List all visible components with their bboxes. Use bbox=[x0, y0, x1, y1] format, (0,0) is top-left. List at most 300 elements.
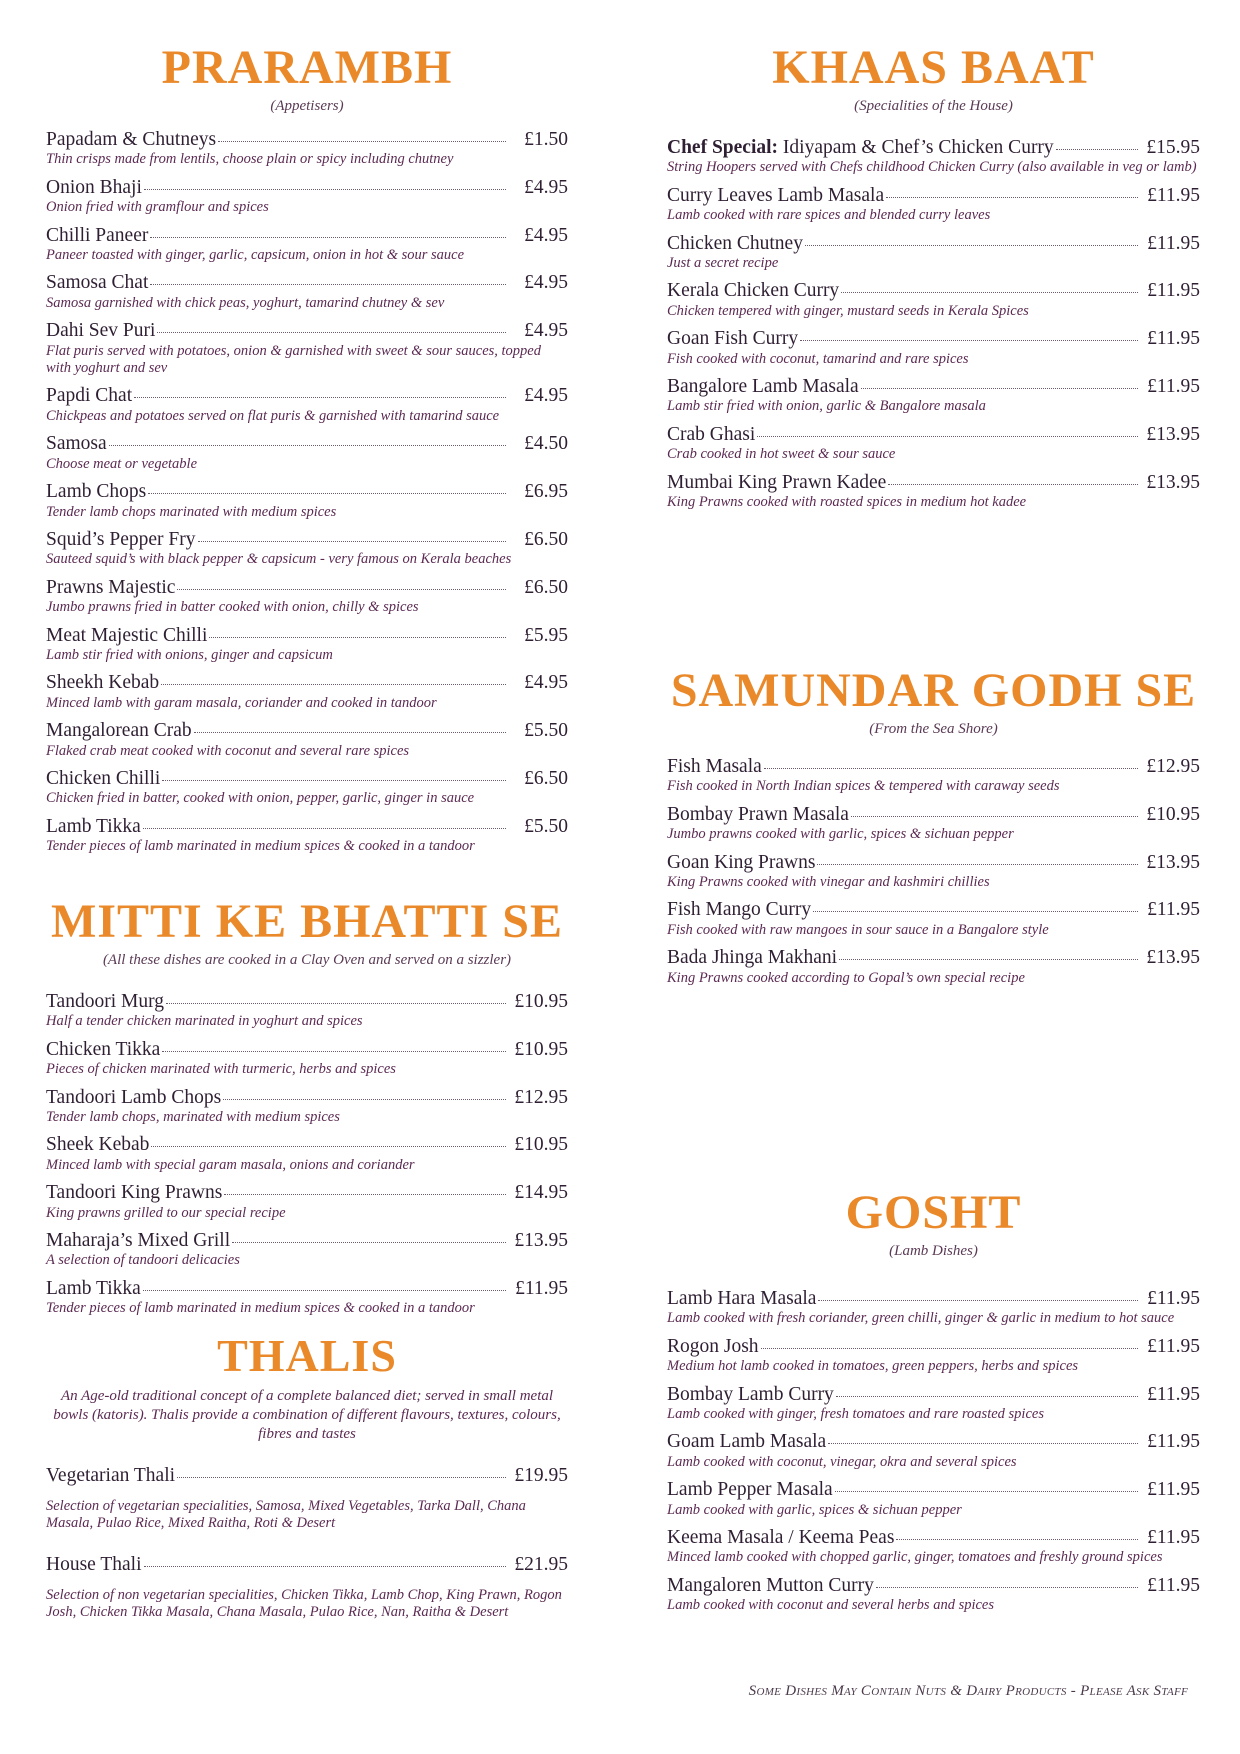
dish-name-text: Bombay Lamb Curry bbox=[667, 1383, 834, 1405]
dish-price: £11.95 bbox=[1147, 376, 1200, 398]
dish-description: Samosa garnished with chick peas, yoghurt, tamarind chutney & sev bbox=[46, 294, 445, 311]
section-title: SAMUNDAR GODH SE bbox=[670, 664, 1197, 717]
menu-item-row bbox=[46, 177, 568, 199]
menu-item-row bbox=[46, 529, 568, 551]
dish-price: £4.95 bbox=[524, 272, 568, 294]
dish-price: £12.95 bbox=[1146, 756, 1200, 777]
dish-price: £6.50 bbox=[524, 767, 568, 789]
dish-description: String Hoopers served with Chefs childhood Chicken Curry (also available in veg or lamb) bbox=[667, 159, 1197, 176]
dish-name bbox=[667, 899, 811, 921]
dot-leader bbox=[886, 196, 1138, 198]
dish-name-text: Keema Masala / Keema Peas bbox=[667, 1527, 895, 1549]
menu-item bbox=[46, 816, 568, 856]
dish-description: Medium hot lamb cooked in tomatoes, green peppers, herbs and spices bbox=[667, 1358, 1079, 1375]
dish-name bbox=[667, 804, 849, 826]
dot-leader bbox=[157, 331, 506, 333]
menu-list bbox=[46, 991, 568, 1318]
dot-leader bbox=[876, 1586, 1138, 1588]
dot-leader bbox=[896, 1538, 1138, 1540]
dish-name bbox=[667, 1479, 833, 1501]
dot-leader bbox=[851, 815, 1138, 817]
menu-item-row bbox=[667, 233, 1200, 255]
dish-name-text: Mangalorean Crab bbox=[46, 720, 192, 742]
dot-leader bbox=[166, 1002, 506, 1004]
menu-item-row bbox=[667, 1431, 1200, 1453]
dot-leader bbox=[198, 540, 506, 542]
khaas-section bbox=[667, 41, 1200, 520]
dish-name bbox=[46, 577, 175, 599]
dish-name bbox=[46, 768, 160, 790]
dish-price: £11.95 bbox=[1147, 184, 1200, 206]
menu-item bbox=[667, 233, 1200, 273]
menu-item-row bbox=[46, 1278, 568, 1300]
dish-name-text: Lamb Chops bbox=[46, 481, 147, 503]
dish-name-text: Chicken Tikka bbox=[46, 1038, 161, 1060]
menu-item bbox=[667, 1336, 1200, 1376]
dish-name-text: Chilli Paneer bbox=[46, 224, 149, 246]
menu-item bbox=[46, 991, 568, 1031]
dish-name-text: Curry Leaves Lamb Masala bbox=[667, 184, 885, 206]
dish-description: Chicken fried in batter, cooked with onion, pepper, garlic, ginger in sauce bbox=[46, 790, 475, 807]
dish-price: £4.95 bbox=[524, 176, 568, 198]
section-title: MITTI KE BHATTI SE bbox=[51, 895, 563, 948]
dot-leader bbox=[218, 140, 506, 142]
dot-leader bbox=[805, 244, 1138, 246]
menu-item-row bbox=[46, 225, 568, 247]
dish-description: King Prawns cooked with roasted spices in medium hot kadee bbox=[667, 494, 1027, 511]
dish-description: Tender lamb chops, marinated with medium spices bbox=[46, 1109, 340, 1126]
menu-item-row bbox=[667, 472, 1200, 494]
dish-price: £4.95 bbox=[524, 224, 568, 246]
dish-price: £11.95 bbox=[1147, 899, 1200, 921]
dish-price: £6.50 bbox=[524, 576, 568, 598]
dish-name-text: Papadam & Chutneys bbox=[46, 129, 217, 150]
menu-item-row bbox=[667, 280, 1200, 302]
dish-price: £10.95 bbox=[1146, 803, 1200, 825]
menu-item bbox=[46, 672, 568, 712]
dish-name-text: Papdi Chat bbox=[46, 385, 133, 407]
dish-description: Lamb cooked with ginger, fresh tomatoes and rare roasted spices bbox=[667, 1406, 1044, 1423]
dish-description: Jumbo prawns fried in batter cooked with onion, chilly & spices bbox=[46, 599, 419, 616]
dish-description: King Prawns cooked with vinegar and kashmiri chillies bbox=[667, 874, 990, 891]
menu-list bbox=[667, 1288, 1200, 1615]
dot-leader bbox=[161, 683, 506, 685]
dish-name-text: Kerala Chicken Curry bbox=[667, 280, 840, 302]
dish-description: Tender lamb chops marinated with medium spices bbox=[46, 503, 337, 520]
dish-name bbox=[46, 177, 142, 199]
dish-name bbox=[46, 1134, 149, 1156]
menu-list bbox=[667, 137, 1200, 512]
dish-description: Choose meat or vegetable bbox=[46, 455, 198, 472]
dish-description: Selection of vegetarian specialities, Samosa, Mixed Vegetables, Tarka Dall, Chana Masala, Pulao Rice, Mixed Raitha, Roti & Desert bbox=[46, 1497, 526, 1532]
menu-item bbox=[667, 424, 1200, 464]
menu-item-row bbox=[46, 672, 568, 694]
dish-description: Fish cooked with raw mangoes in sour sauce in a Bangalore style bbox=[667, 921, 1049, 938]
dish-name-text: Bangalore Lamb Masala bbox=[667, 376, 859, 398]
dish-name bbox=[667, 947, 837, 969]
dish-name bbox=[667, 233, 803, 255]
dish-name-text: Mangaloren Mutton Curry bbox=[667, 1574, 874, 1596]
menu-item-row bbox=[667, 852, 1200, 874]
dot-leader bbox=[134, 396, 506, 398]
menu-item bbox=[46, 481, 568, 521]
section-subtitle: (Specialities of the House) bbox=[854, 98, 1013, 114]
dot-leader bbox=[150, 283, 506, 285]
menu-item bbox=[46, 1039, 568, 1079]
dish-price: £5.95 bbox=[524, 624, 568, 646]
gosht-section bbox=[667, 1186, 1200, 1623]
menu-item-row bbox=[46, 385, 568, 407]
menu-item bbox=[667, 472, 1200, 512]
dish-name-text: Vegetarian Thali bbox=[46, 1465, 176, 1487]
dish-price: £11.95 bbox=[1147, 232, 1200, 254]
section-title: THALIS bbox=[217, 1330, 397, 1381]
menu-item bbox=[46, 1465, 568, 1532]
dot-leader bbox=[839, 958, 1138, 960]
section-title: KHAAS BAAT bbox=[772, 41, 1095, 94]
dish-name bbox=[667, 1384, 834, 1406]
section-title: PRARAMBH bbox=[161, 41, 453, 94]
menu-item-row bbox=[667, 328, 1200, 350]
dish-price: £1.50 bbox=[524, 129, 568, 150]
menu-item bbox=[46, 1087, 568, 1127]
dish-price: £13.95 bbox=[514, 1230, 568, 1252]
menu-item-row bbox=[46, 320, 568, 342]
menu-item bbox=[667, 899, 1200, 939]
dish-name-text: Onion Bhaji bbox=[46, 176, 142, 198]
dish-description: Lamb cooked with garlic, spices & sichuan pepper bbox=[667, 1501, 962, 1518]
dish-name-text: Prawns Majestic bbox=[46, 576, 176, 598]
dish-name bbox=[667, 424, 755, 446]
menu-item bbox=[46, 225, 568, 265]
thalis-section bbox=[46, 1330, 568, 1630]
dot-leader bbox=[162, 1050, 506, 1052]
dot-leader bbox=[835, 1490, 1138, 1492]
dot-leader bbox=[209, 636, 506, 638]
dish-name-text: Rogon Josh bbox=[667, 1335, 759, 1357]
dish-name bbox=[46, 433, 107, 455]
dot-leader bbox=[888, 483, 1138, 485]
menu-item-row bbox=[667, 185, 1200, 207]
menu-item-row bbox=[667, 947, 1200, 969]
dish-name-text: Goan King Prawns bbox=[667, 851, 816, 873]
dish-price: £13.95 bbox=[1146, 471, 1200, 493]
menu-item bbox=[667, 804, 1200, 844]
menu-list bbox=[667, 756, 1200, 987]
section-subtitle: (From the Sea Shore) bbox=[869, 721, 998, 737]
dot-leader bbox=[177, 588, 506, 590]
dot-leader bbox=[144, 1565, 506, 1567]
dish-name-text: Bada Jhinga Makhani bbox=[667, 947, 838, 969]
dot-leader bbox=[177, 1476, 506, 1478]
dish-price: £14.95 bbox=[514, 1182, 568, 1204]
dish-name bbox=[46, 529, 196, 551]
menu-item-row bbox=[667, 1384, 1200, 1406]
dish-price: £4.95 bbox=[524, 320, 568, 342]
dish-price: £11.95 bbox=[515, 1277, 568, 1299]
dish-name-text: Tandoori Lamb Chops bbox=[46, 1086, 222, 1108]
dish-name-text: Mumbai King Prawn Kadee bbox=[667, 471, 887, 493]
dot-leader bbox=[143, 1289, 506, 1291]
dish-name bbox=[667, 1431, 826, 1453]
dot-leader bbox=[148, 492, 506, 494]
menu-item-row bbox=[46, 1230, 568, 1252]
menu-item bbox=[46, 177, 568, 217]
dish-description: A selection of tandoori delicacies bbox=[46, 1252, 240, 1269]
menu-item-row bbox=[667, 1479, 1200, 1501]
dish-name bbox=[46, 225, 148, 247]
dish-price: £11.95 bbox=[1147, 328, 1200, 350]
dish-name-text: Chicken Chilli bbox=[46, 767, 161, 789]
dish-name-text: Lamb Pepper Masala bbox=[667, 1479, 833, 1501]
menu-item bbox=[667, 1288, 1200, 1328]
dish-price: £11.95 bbox=[1147, 1431, 1200, 1453]
menu-item-row bbox=[46, 991, 568, 1013]
dish-name bbox=[667, 472, 886, 494]
menu-item-row bbox=[667, 1288, 1200, 1310]
menu-list bbox=[46, 1465, 568, 1621]
menu-list bbox=[46, 129, 568, 856]
menu-item bbox=[46, 1134, 568, 1174]
dish-price: £11.95 bbox=[1147, 1288, 1200, 1309]
dot-leader bbox=[1056, 148, 1138, 150]
dish-name-text: Samosa Chat bbox=[46, 272, 149, 294]
menu-item-row bbox=[667, 1575, 1200, 1597]
menu-item bbox=[667, 1384, 1200, 1424]
dish-price: £11.95 bbox=[1147, 1479, 1200, 1501]
dish-name bbox=[46, 481, 146, 503]
dish-name bbox=[667, 1527, 894, 1549]
dish-price: £11.95 bbox=[1147, 1527, 1200, 1549]
dish-description: Tender pieces of lamb marinated in medium spices & cooked in a tandoor bbox=[46, 838, 475, 855]
dish-price: £6.95 bbox=[524, 481, 568, 503]
dot-leader bbox=[813, 910, 1138, 912]
menu-item bbox=[46, 1278, 568, 1318]
dot-leader bbox=[836, 1395, 1138, 1397]
dish-name bbox=[46, 385, 132, 407]
dot-leader bbox=[818, 1299, 1138, 1301]
dish-description: Fish cooked with coconut, tamarind and rare spices bbox=[667, 350, 969, 367]
dish-price: £11.95 bbox=[1147, 1383, 1200, 1405]
dish-description: Minced lamb cooked with chopped garlic, ginger, tomatoes and freshly ground spices bbox=[667, 1549, 1163, 1566]
dish-price: £21.95 bbox=[514, 1554, 568, 1576]
dish-price: £11.95 bbox=[1147, 280, 1200, 302]
dish-price: £19.95 bbox=[514, 1465, 568, 1487]
dish-description: Lamb stir fried with onions, ginger and capsicum bbox=[46, 646, 333, 663]
menu-item-row bbox=[46, 1182, 568, 1204]
dish-price: £10.95 bbox=[514, 1134, 568, 1156]
dish-name bbox=[46, 991, 164, 1013]
prarambh-section bbox=[46, 41, 568, 864]
menu-item bbox=[46, 720, 568, 760]
dish-name bbox=[667, 1336, 759, 1358]
dish-description: Minced lamb with special garam masala, onions and coriander bbox=[46, 1156, 415, 1173]
dot-leader bbox=[764, 767, 1138, 769]
dot-leader bbox=[144, 188, 506, 190]
dish-name-text: Lamb Tikka bbox=[46, 1277, 141, 1299]
dish-price: £4.95 bbox=[524, 672, 568, 694]
menu-item-row bbox=[667, 137, 1200, 159]
dish-name bbox=[667, 137, 1054, 159]
chef-special-label: Chef Special: bbox=[667, 137, 779, 158]
menu-item bbox=[667, 852, 1200, 892]
dish-description: Lamb cooked with coconut and several herbs and spices bbox=[667, 1597, 995, 1614]
dot-leader bbox=[151, 1145, 506, 1147]
dish-name-text: House Thali bbox=[46, 1554, 142, 1576]
dish-description: Onion fried with gramflour and spices bbox=[46, 199, 269, 216]
dish-description: Flaked crab meat cooked with coconut and several rare spices bbox=[46, 742, 410, 759]
menu-item bbox=[46, 1554, 568, 1621]
menu-item-row bbox=[46, 1465, 568, 1487]
dish-description: Selection of non vegetarian specialities, Chicken Tikka, Lamb Chop, King Prawn, Rogon Josh, Chicken Tikka Masala, Chana Masala, Pulao Rice, Nan, Raitha & Desert bbox=[46, 1586, 562, 1621]
dish-name-text: Squid’s Pepper Fry bbox=[46, 528, 196, 550]
menu-item-row bbox=[667, 424, 1200, 446]
dish-name-text: Sheek Kebab bbox=[46, 1134, 150, 1156]
menu-item-row bbox=[46, 481, 568, 503]
menu-item bbox=[46, 129, 568, 169]
menu-item bbox=[667, 756, 1200, 796]
section-subtitle: (Appetisers) bbox=[270, 98, 344, 114]
dish-name bbox=[46, 1465, 175, 1487]
dish-name-text: Sheekh Kebab bbox=[46, 672, 160, 694]
menu-item-row bbox=[46, 625, 568, 647]
menu-item bbox=[667, 1431, 1200, 1471]
dish-description: Thin crisps made from lentils, choose plain or spicy including chutney bbox=[46, 151, 454, 168]
dish-description: Lamb cooked with fresh coriander, green chilli, ginger & garlic in medium to hot sauce bbox=[667, 1310, 1175, 1327]
dish-name bbox=[667, 185, 884, 207]
dish-price: £11.95 bbox=[1147, 1335, 1200, 1357]
dish-name bbox=[46, 1554, 142, 1576]
dish-name bbox=[667, 328, 798, 350]
menu-item bbox=[667, 185, 1200, 225]
dish-name-text: Tandoori King Prawns bbox=[46, 1182, 223, 1204]
dish-description: Minced lamb with garam masala, coriander and cooked in tandoor bbox=[46, 694, 437, 711]
menu-item bbox=[46, 320, 568, 377]
menu-item-row bbox=[667, 756, 1200, 778]
dish-name-text: Meat Majestic Chilli bbox=[46, 624, 208, 646]
menu-item-row bbox=[46, 433, 568, 455]
dish-name bbox=[46, 720, 192, 742]
dish-name bbox=[667, 1575, 874, 1597]
dish-name bbox=[667, 376, 859, 398]
dish-description: Jumbo prawns cooked with garlic, spices & sichuan pepper bbox=[667, 826, 1014, 843]
menu-item-row bbox=[46, 1134, 568, 1156]
menu-item bbox=[46, 272, 568, 312]
dot-leader bbox=[232, 1241, 506, 1243]
dish-name-text: Chicken Chutney bbox=[667, 232, 803, 254]
dish-price: £15.95 bbox=[1146, 137, 1200, 158]
menu-item bbox=[667, 1575, 1200, 1615]
mitti-section bbox=[46, 895, 568, 1326]
dish-description: Lamb cooked with rare spices and blended curry leaves bbox=[667, 207, 991, 224]
menu-item-row bbox=[667, 1527, 1200, 1549]
thali-intro: An Age-old traditional concept of a complete balanced diet; served in small metal bowls (katoris). Thalis provide a combination of different flavours, textures, colours, fibres and tastes bbox=[53, 1388, 561, 1442]
dish-price: £10.95 bbox=[514, 1038, 568, 1060]
dot-leader bbox=[143, 827, 506, 829]
dish-name bbox=[46, 272, 148, 294]
menu-item-row bbox=[46, 816, 568, 838]
menu-item-row bbox=[667, 899, 1200, 921]
dot-leader bbox=[841, 291, 1138, 293]
dish-name-text: Maharaja’s Mixed Grill bbox=[46, 1230, 231, 1252]
menu-item-row bbox=[46, 1039, 568, 1061]
dish-name bbox=[667, 280, 839, 302]
menu-item bbox=[46, 768, 568, 808]
dish-name bbox=[46, 320, 155, 342]
dot-leader bbox=[109, 444, 506, 446]
dot-leader bbox=[861, 387, 1138, 389]
dish-price: £4.50 bbox=[524, 433, 568, 455]
dot-leader bbox=[194, 731, 506, 733]
dot-leader bbox=[224, 1193, 506, 1195]
dot-leader bbox=[761, 1347, 1138, 1349]
dish-name-text: Dahi Sev Puri bbox=[46, 320, 156, 342]
dot-leader bbox=[817, 863, 1138, 865]
dish-description: Half a tender chicken marinated in yoghurt and spices bbox=[46, 1013, 363, 1030]
dish-price: £11.95 bbox=[1147, 1574, 1200, 1596]
dish-description: Fish cooked in North Indian spices & tempered with caraway seeds bbox=[667, 778, 1060, 795]
menu-item-row bbox=[667, 376, 1200, 398]
dish-description: Lamb cooked with coconut, vinegar, okra and several spices bbox=[667, 1453, 1017, 1470]
menu-item bbox=[667, 137, 1200, 177]
menu-item-row bbox=[46, 577, 568, 599]
menu-item bbox=[667, 328, 1200, 368]
menu-item-row bbox=[46, 768, 568, 790]
dish-name bbox=[46, 1278, 141, 1300]
dot-leader bbox=[150, 236, 506, 238]
dish-name-text: Goan Fish Curry bbox=[667, 328, 799, 350]
dish-price: £5.50 bbox=[524, 720, 568, 742]
menu-item bbox=[46, 1230, 568, 1270]
menu-item-row bbox=[46, 272, 568, 294]
dish-name-text: Idiyapam & Chef’s Chicken Curry bbox=[782, 137, 1054, 158]
dish-description: King Prawns cooked according to Gopal’s own special recipe bbox=[667, 969, 1025, 986]
dish-name bbox=[46, 1087, 221, 1109]
dot-leader bbox=[223, 1098, 506, 1100]
menu-item bbox=[46, 385, 568, 425]
menu-item bbox=[667, 376, 1200, 416]
dish-name bbox=[667, 1288, 816, 1310]
dot-leader bbox=[162, 779, 506, 781]
menu-item-row bbox=[46, 129, 568, 151]
dish-price: £6.50 bbox=[524, 528, 568, 550]
dish-name bbox=[46, 672, 159, 694]
dish-price: £13.95 bbox=[1146, 851, 1200, 873]
dot-leader bbox=[757, 435, 1138, 437]
dish-name-text: Bombay Prawn Masala bbox=[667, 803, 849, 825]
samundar-section bbox=[667, 664, 1200, 995]
dish-name bbox=[46, 129, 216, 151]
dish-name-text: Fish Masala bbox=[667, 756, 762, 777]
menu-item-row bbox=[667, 1336, 1200, 1358]
dish-price: £12.95 bbox=[514, 1086, 568, 1108]
dish-description: Crab cooked in hot sweet & sour sauce bbox=[667, 446, 896, 463]
allergy-notice: Some Dishes May Contain Nuts & Dairy Products - Please Ask Staff bbox=[748, 1683, 1188, 1699]
dot-leader bbox=[800, 339, 1138, 341]
dish-name-text: Fish Mango Curry bbox=[667, 899, 812, 921]
dish-description: Tender pieces of lamb marinated in medium spices & cooked in a tandoor bbox=[46, 1300, 475, 1317]
section-title: GOSHT bbox=[845, 1186, 1022, 1239]
dish-price: £13.95 bbox=[1146, 423, 1200, 445]
menu-item bbox=[46, 529, 568, 569]
menu-item bbox=[46, 577, 568, 617]
dish-description: Sauteed squid’s with black pepper & capsicum - very famous on Kerala beaches bbox=[46, 551, 512, 568]
dish-price: £13.95 bbox=[1146, 947, 1200, 969]
menu-item bbox=[46, 625, 568, 665]
dish-name-text: Lamb Hara Masala bbox=[667, 1288, 817, 1309]
dish-description: Lamb stir fried with onion, garlic & Bangalore masala bbox=[667, 398, 986, 415]
dot-leader bbox=[828, 1442, 1138, 1444]
